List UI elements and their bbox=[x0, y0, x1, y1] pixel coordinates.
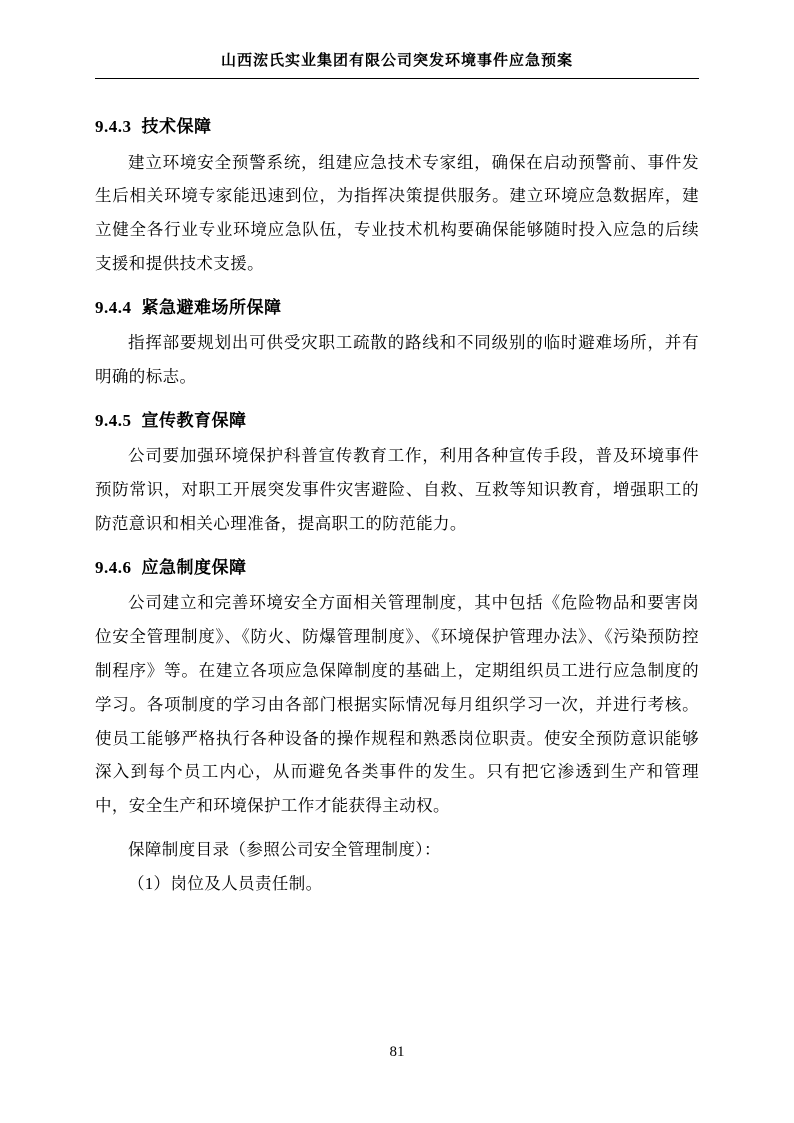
header-divider bbox=[95, 78, 699, 79]
section-heading-9-4-6 bbox=[95, 555, 699, 581]
section-heading-9-4-5 bbox=[95, 408, 699, 434]
section-heading-9-4-4 bbox=[95, 295, 699, 321]
section-number: 9.4.3 bbox=[95, 117, 132, 136]
section-number: 9.4.5 bbox=[95, 410, 132, 430]
paragraph: 公司要加强环境保护科普宣传教育工作，利用各种宣传手段，普及环境事件预防常识，对职工开展突发事件灾害避险、自救、互救等知识教育，增强职工的防范意识和相关心理准备，提高职工的防范能力。 bbox=[95, 446, 699, 533]
header-title: 山西浤氏实业集团有限公司突发环境事件应急预案 bbox=[220, 53, 573, 69]
section-number: 9.4.6 bbox=[95, 557, 132, 577]
paragraph: 保障制度目录（参照公司安全管理制度）： bbox=[128, 840, 441, 859]
section-number: 9.4.4 bbox=[95, 297, 132, 317]
paragraph-spacer bbox=[95, 823, 699, 833]
section-title: 宣传教育保障 bbox=[141, 410, 247, 430]
section-title: 应急制度保障 bbox=[141, 557, 247, 577]
section-heading-9-4-3 bbox=[95, 114, 699, 140]
page-footer bbox=[0, 1044, 794, 1061]
document-body bbox=[95, 100, 699, 901]
section-title: 技术保障 bbox=[141, 117, 212, 136]
paragraph: （1）岗位及人员责任制。 bbox=[128, 873, 323, 893]
page-number: 81 bbox=[389, 1044, 405, 1060]
paragraph: 指挥部要规划出可供受灾职工疏散的路线和不同级别的临时避难场所，并有明确的标志。 bbox=[95, 333, 699, 387]
paragraph: 公司建立和完善环境安全方面相关管理制度，其中包括《危险物品和要害岗位安全管理制度》、《防火、防爆管理制度》、《环境保护管理办法》、《污染预防控制程序》等。在建立各项应急保障制度的基础上，定期组织员工进行应急制度的学习。各项制度的学习由各部门根据实际情况每月组织学习一次，并进行考核。使员工能够严格执行各种设备的操作规程和熟悉岗位职责。使安全预防意识能够深入到每个员工内心，从而避免各类事件的发生。只有把它渗透到生产和管理中，安全生产和环境保护工作才能获得主动权。 bbox=[95, 593, 699, 816]
section-title: 紧急避难场所保障 bbox=[141, 297, 282, 317]
page-header bbox=[95, 52, 699, 79]
paragraph: 建立环境安全预警系统，组建应急技术专家组，确保在启动预警前、事件发生后相关环境专家能迅速到位，为指挥决策提供服务。建立环境应急数据库，建立健全各行业专业环境应急队伍，专业技术机构要确保能够随时投入应急的后续支援和提供技术支援。 bbox=[95, 152, 699, 273]
